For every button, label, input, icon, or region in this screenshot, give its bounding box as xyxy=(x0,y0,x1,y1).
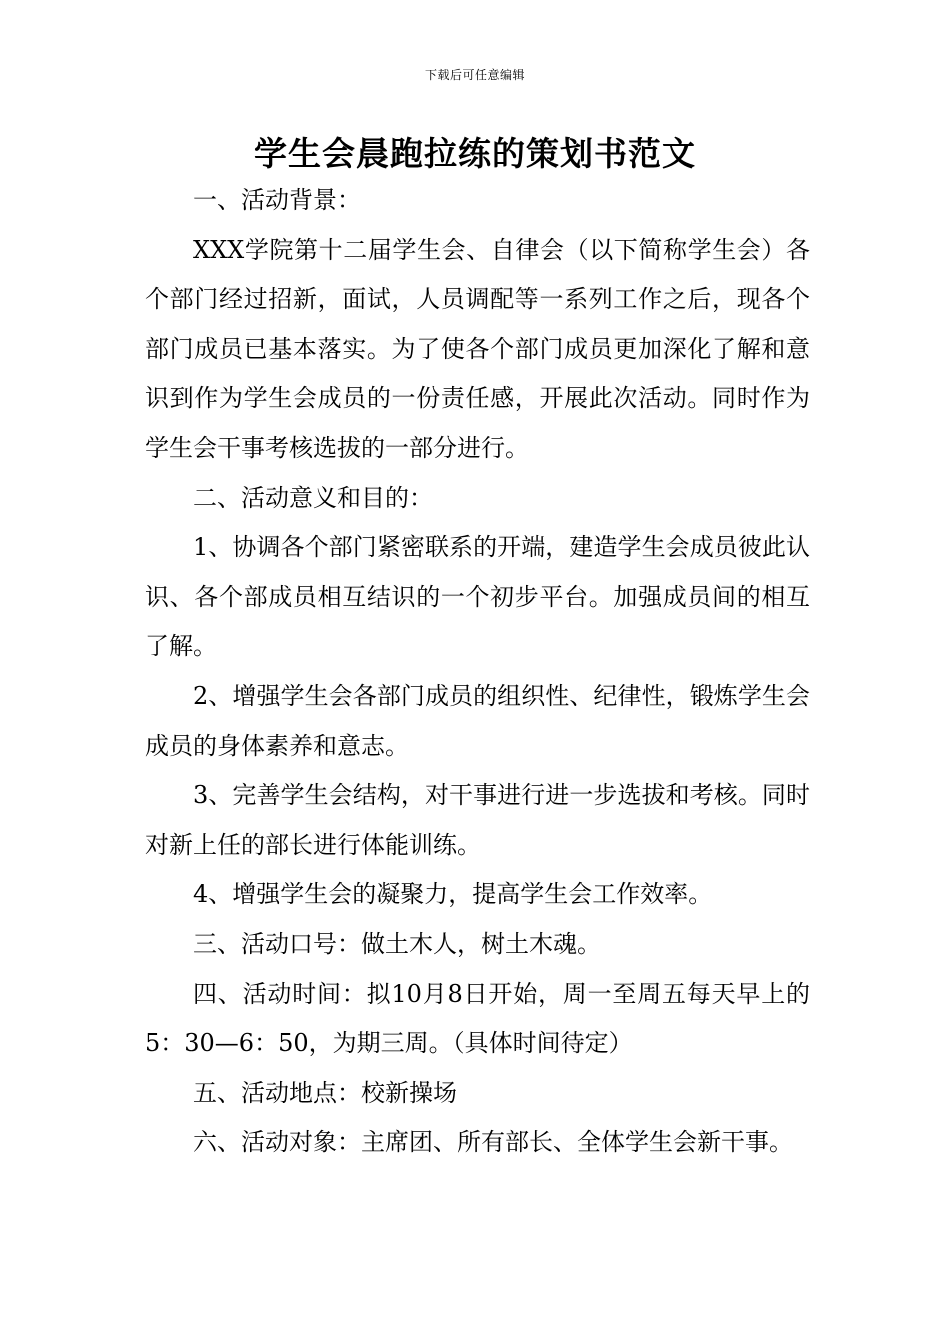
purpose-item-2: 2、增强学生会各部门成员的组织性、纪律性，锻炼学生会成员的身体素养和意志。 xyxy=(145,681,810,760)
section-heading-background: 一、活动背景： xyxy=(193,186,361,214)
purpose-item-4: 4、增强学生会的凝聚力，提高学生会工作效率。 xyxy=(193,880,713,909)
purpose-item-1: 1、协调各个部门紧密联系的开端，建造学生会成员彼此认识、各个部成员相互结识的一个初步平台。加强成员间的相互了解。 xyxy=(145,533,810,661)
section-slogan: 三、活动口号：做土木人，树土木魂。 xyxy=(193,929,601,958)
purpose-item-3: 3、完善学生会结构，对干事进行进一步选拔和考核。同时对新上任的部长进行体能训练。 xyxy=(145,781,810,859)
document-title: 学生会晨跑拉练的策划书范文 xyxy=(254,134,696,173)
page-header-note: 下载后可任意编辑 xyxy=(424,68,525,82)
section-participants: 六、活动对象：主席团、所有部长、全体学生会新干事。 xyxy=(193,1128,793,1157)
section-time: 四、活动时间：拟10月8日开始，周一至周五每天早上的5：30—6：50，为期三周。（具体时间待定） xyxy=(145,979,810,1058)
paragraph-background: XXX学院第十二届学生会、自律会（以下简称学生会）各个部门经过招新，面试，人员调配等一系列工作之后，现各个部门成员已基本落实。为了使各个部门成员更加深化了解和意识到作为学生会成员的一份责任感，开展此次活动。同时作为学生会干事考核选拔的一部分进行。 xyxy=(145,235,810,462)
section-heading-purpose: 二、活动意义和目的： xyxy=(193,483,433,512)
section-location: 五、活动地点：校新操场 xyxy=(193,1078,457,1107)
document-body xyxy=(145,176,810,1168)
